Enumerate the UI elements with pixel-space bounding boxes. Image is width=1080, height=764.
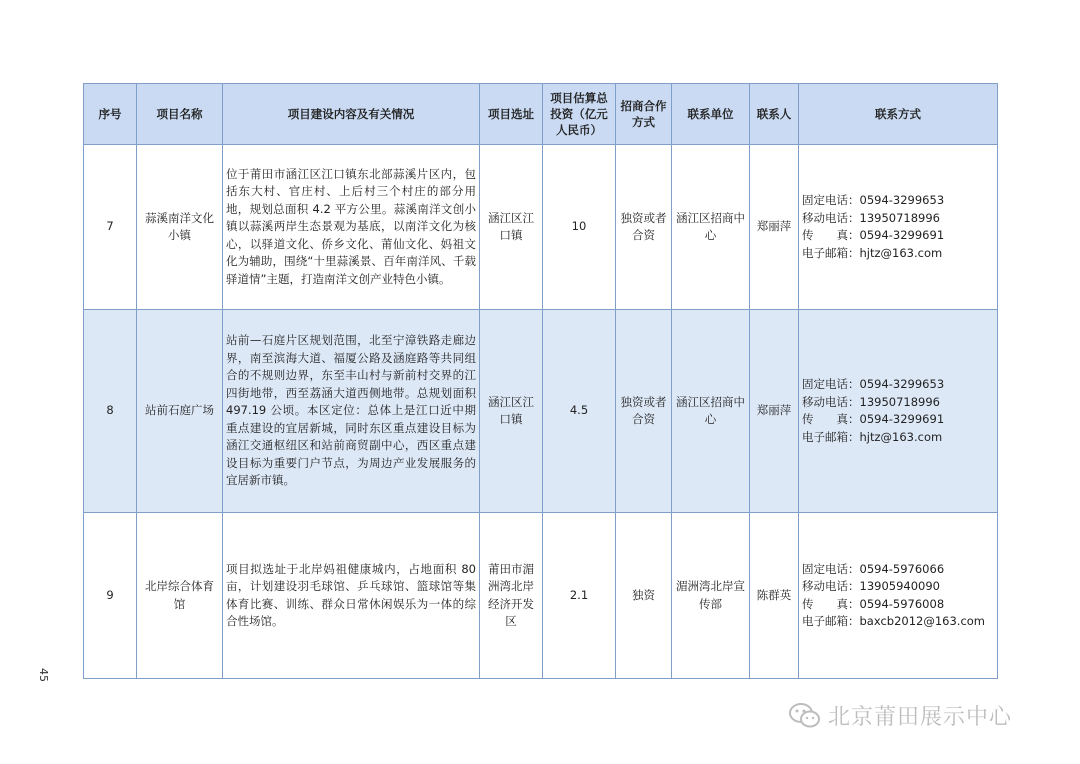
cell-person: 郑丽萍 [750, 310, 799, 513]
cell-mode: 独资 [616, 513, 672, 679]
contact-fax: 传 真：0594-3299691 [802, 412, 945, 426]
cell-no: 8 [84, 310, 137, 513]
header-site: 项目选址 [480, 84, 543, 145]
cell-name: 蒜溪南洋文化小镇 [137, 145, 223, 310]
header-name: 项目名称 [137, 84, 223, 145]
cell-contact [799, 145, 998, 310]
cell-person: 陈群英 [750, 513, 799, 679]
page-number: 45 [37, 668, 50, 682]
cell-investment: 4.5 [543, 310, 616, 513]
contact-phone: 固定电话：0594-3299653 [802, 377, 945, 391]
cell-unit: 涵江区招商中心 [672, 145, 750, 310]
cell-person: 郑丽萍 [750, 145, 799, 310]
cell-investment: 10 [543, 145, 616, 310]
contact-fax: 传 真：0594-3299691 [802, 228, 945, 242]
cell-investment: 2.1 [543, 513, 616, 679]
cell-mode: 独资或者合资 [616, 310, 672, 513]
header-contact: 联系方式 [799, 84, 998, 145]
cell-contact [799, 513, 998, 679]
contact-phone: 固定电话：0594-3299653 [802, 193, 945, 207]
cell-mode: 独资或者合资 [616, 145, 672, 310]
cell-content: 项目拟选址于北岸妈祖健康城内，占地面积 80 亩，计划建设羽毛球馆、乒乓球馆、篮球馆等集体育比赛、训练、群众日常休闲娱乐为一体的综合性场馆。 [223, 513, 480, 679]
cell-site: 涵江区江口镇 [480, 145, 543, 310]
cell-unit: 湄洲湾北岸宣传部 [672, 513, 750, 679]
cell-no: 9 [84, 513, 137, 679]
contact-email: 电子邮箱：baxcb2012@163.com [802, 614, 986, 628]
header-person: 联系人 [750, 84, 799, 145]
contact-mobile: 移动电话：13950718996 [802, 210, 940, 225]
cell-content: 站前—石庭片区规划范围，北至宁漳铁路走廊边界，南至滨海大道、福厦公路及涵庭路等共同组合的不规则边界，东至丰山村与新前村交界的江四街地带，西至荔涵大道西侧地带。总规划面积 497.19 公顷。本区定位：总体上是江口近中期重点建设的宜居新城，同时东区重点建设目标为涵江交通枢纽区和站前商贸副中心，西区重点建设目标为重要门户节点，为周边产业发展服务的宜居新市镇。 [223, 310, 480, 513]
contact-email: 电子邮箱：hjtz@163.com [802, 429, 943, 444]
cell-no: 7 [84, 145, 137, 310]
contact-fax: 传 真：0594-5976008 [802, 596, 945, 611]
contact-mobile: 移动电话：13905940090 [802, 579, 940, 593]
table-row [84, 310, 998, 513]
table-row [84, 513, 998, 679]
cell-name: 站前石庭广场 [137, 310, 223, 513]
cell-content: 位于莆田市涵江区江口镇东北部蒜溪片区内，包括东大村、官庄村、上后村三个村庄的部分用地，规划总面积 4.2 平方公里。蒜溪南洋文创小镇以蒜溪两岸生态景观为基底，以南洋文化为核心，以驿道文化、侨乡文化、莆仙文化、妈祖文化为辅助，围绕“十里蒜溪景、百年南洋风、千载驿道情”主题，打造南洋文创产业特色小镇。 [223, 145, 480, 310]
header-unit: 联系单位 [672, 84, 750, 145]
contact-mobile: 移动电话：13950718996 [802, 394, 940, 409]
cell-contact [799, 310, 998, 513]
cell-site: 涵江区江口镇 [480, 310, 543, 513]
watermark-text: 北京莆田展示中心 [828, 705, 1013, 730]
contact-email: 电子邮箱：hjtz@163.com [802, 245, 943, 260]
cell-unit: 涵江区招商中心 [672, 310, 750, 513]
project-table [83, 83, 998, 679]
header-no: 序号 [84, 84, 137, 145]
cell-name: 北岸综合体育馆 [137, 513, 223, 679]
table-row [84, 145, 998, 310]
table-header-row [84, 84, 998, 145]
header-mode: 招商合作方式 [616, 84, 672, 145]
header-investment: 项目估算总投资（亿元人民币） [543, 84, 616, 145]
cell-site: 莆田市湄洲湾北岸经济开发区 [480, 513, 543, 679]
header-content: 项目建设内容及有关情况 [223, 84, 480, 145]
watermark [788, 700, 1012, 731]
contact-phone: 固定电话：0594-5976066 [802, 561, 945, 576]
wechat-icon [788, 702, 822, 730]
